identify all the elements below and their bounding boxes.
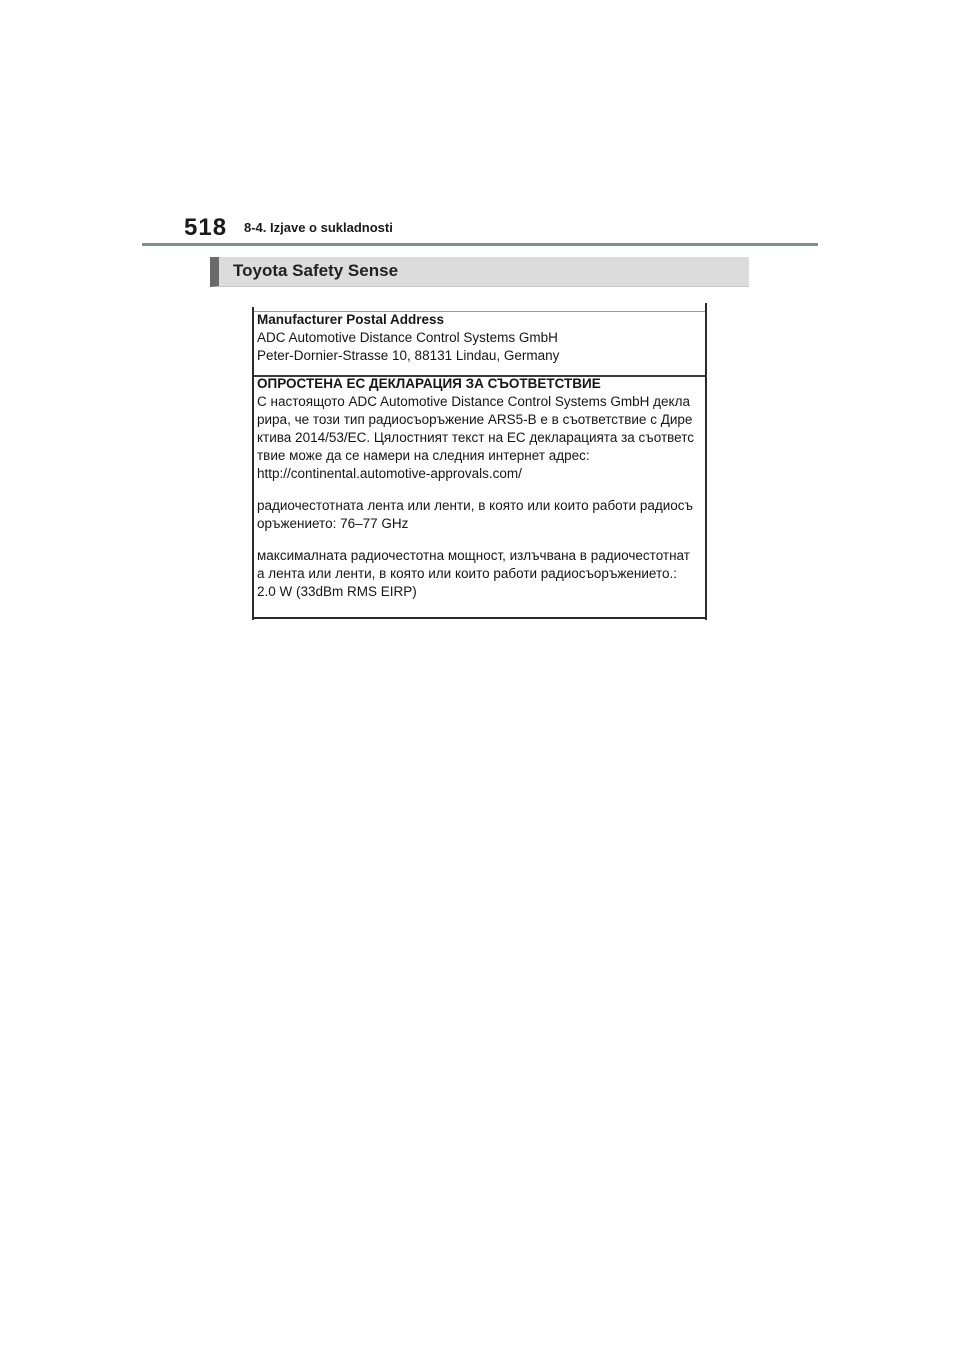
band-line: радиочестотната лента или ленти, в която или които работи радиосъ bbox=[257, 498, 693, 513]
power-line: а лента или ленти, в която или които работи радиосъоръжението.: bbox=[257, 566, 678, 581]
label-left-border bbox=[252, 307, 254, 620]
label-right-border bbox=[705, 303, 707, 620]
declaration-line: С настоящото ADC Automotive Distance Control Systems GmbH декла bbox=[257, 394, 690, 409]
header-divider bbox=[142, 243, 818, 246]
label-bottom-border bbox=[252, 617, 707, 619]
declaration-line: рира, че този тип радиосъоръжение ARS5-B е в съответствие с Дире bbox=[257, 412, 693, 427]
declaration-url: http://continental.automotive-approvals.com/ bbox=[257, 466, 522, 481]
band-line: оръжението: 76–77 GHz bbox=[257, 516, 409, 531]
declaration-title: ОПРОСТЕНА ЕС ДЕКЛАРАЦИЯ ЗА СЪОТВЕТСТВИЕ bbox=[257, 376, 601, 391]
declaration-label bbox=[252, 303, 708, 620]
page-number: 518 bbox=[184, 214, 228, 241]
declaration-line: ктива 2014/53/ЕС. Цялостният текст на ЕС декларацията за съответс bbox=[257, 430, 694, 445]
section-title: 8-4. Izjave o sukladnosti bbox=[244, 220, 393, 235]
manufacturer-title: Manufacturer Postal Address bbox=[257, 312, 445, 327]
manufacturer-line: ADC Automotive Distance Control Systems GmbH bbox=[257, 330, 558, 345]
power-line: 2.0 W (33dBm RMS EIRP) bbox=[257, 584, 417, 599]
manufacturer-line: Peter-Dornier-Strasse 10, 88131 Lindau, Germany bbox=[257, 348, 560, 363]
heading-box bbox=[210, 257, 749, 287]
heading-title: Toyota Safety Sense bbox=[233, 261, 399, 280]
power-line: максималната радиочестотна мощност, излъчвана в радиочестотнат bbox=[257, 548, 690, 563]
declaration-line: твие може да се намери на следния интернет адрес: bbox=[257, 448, 590, 463]
